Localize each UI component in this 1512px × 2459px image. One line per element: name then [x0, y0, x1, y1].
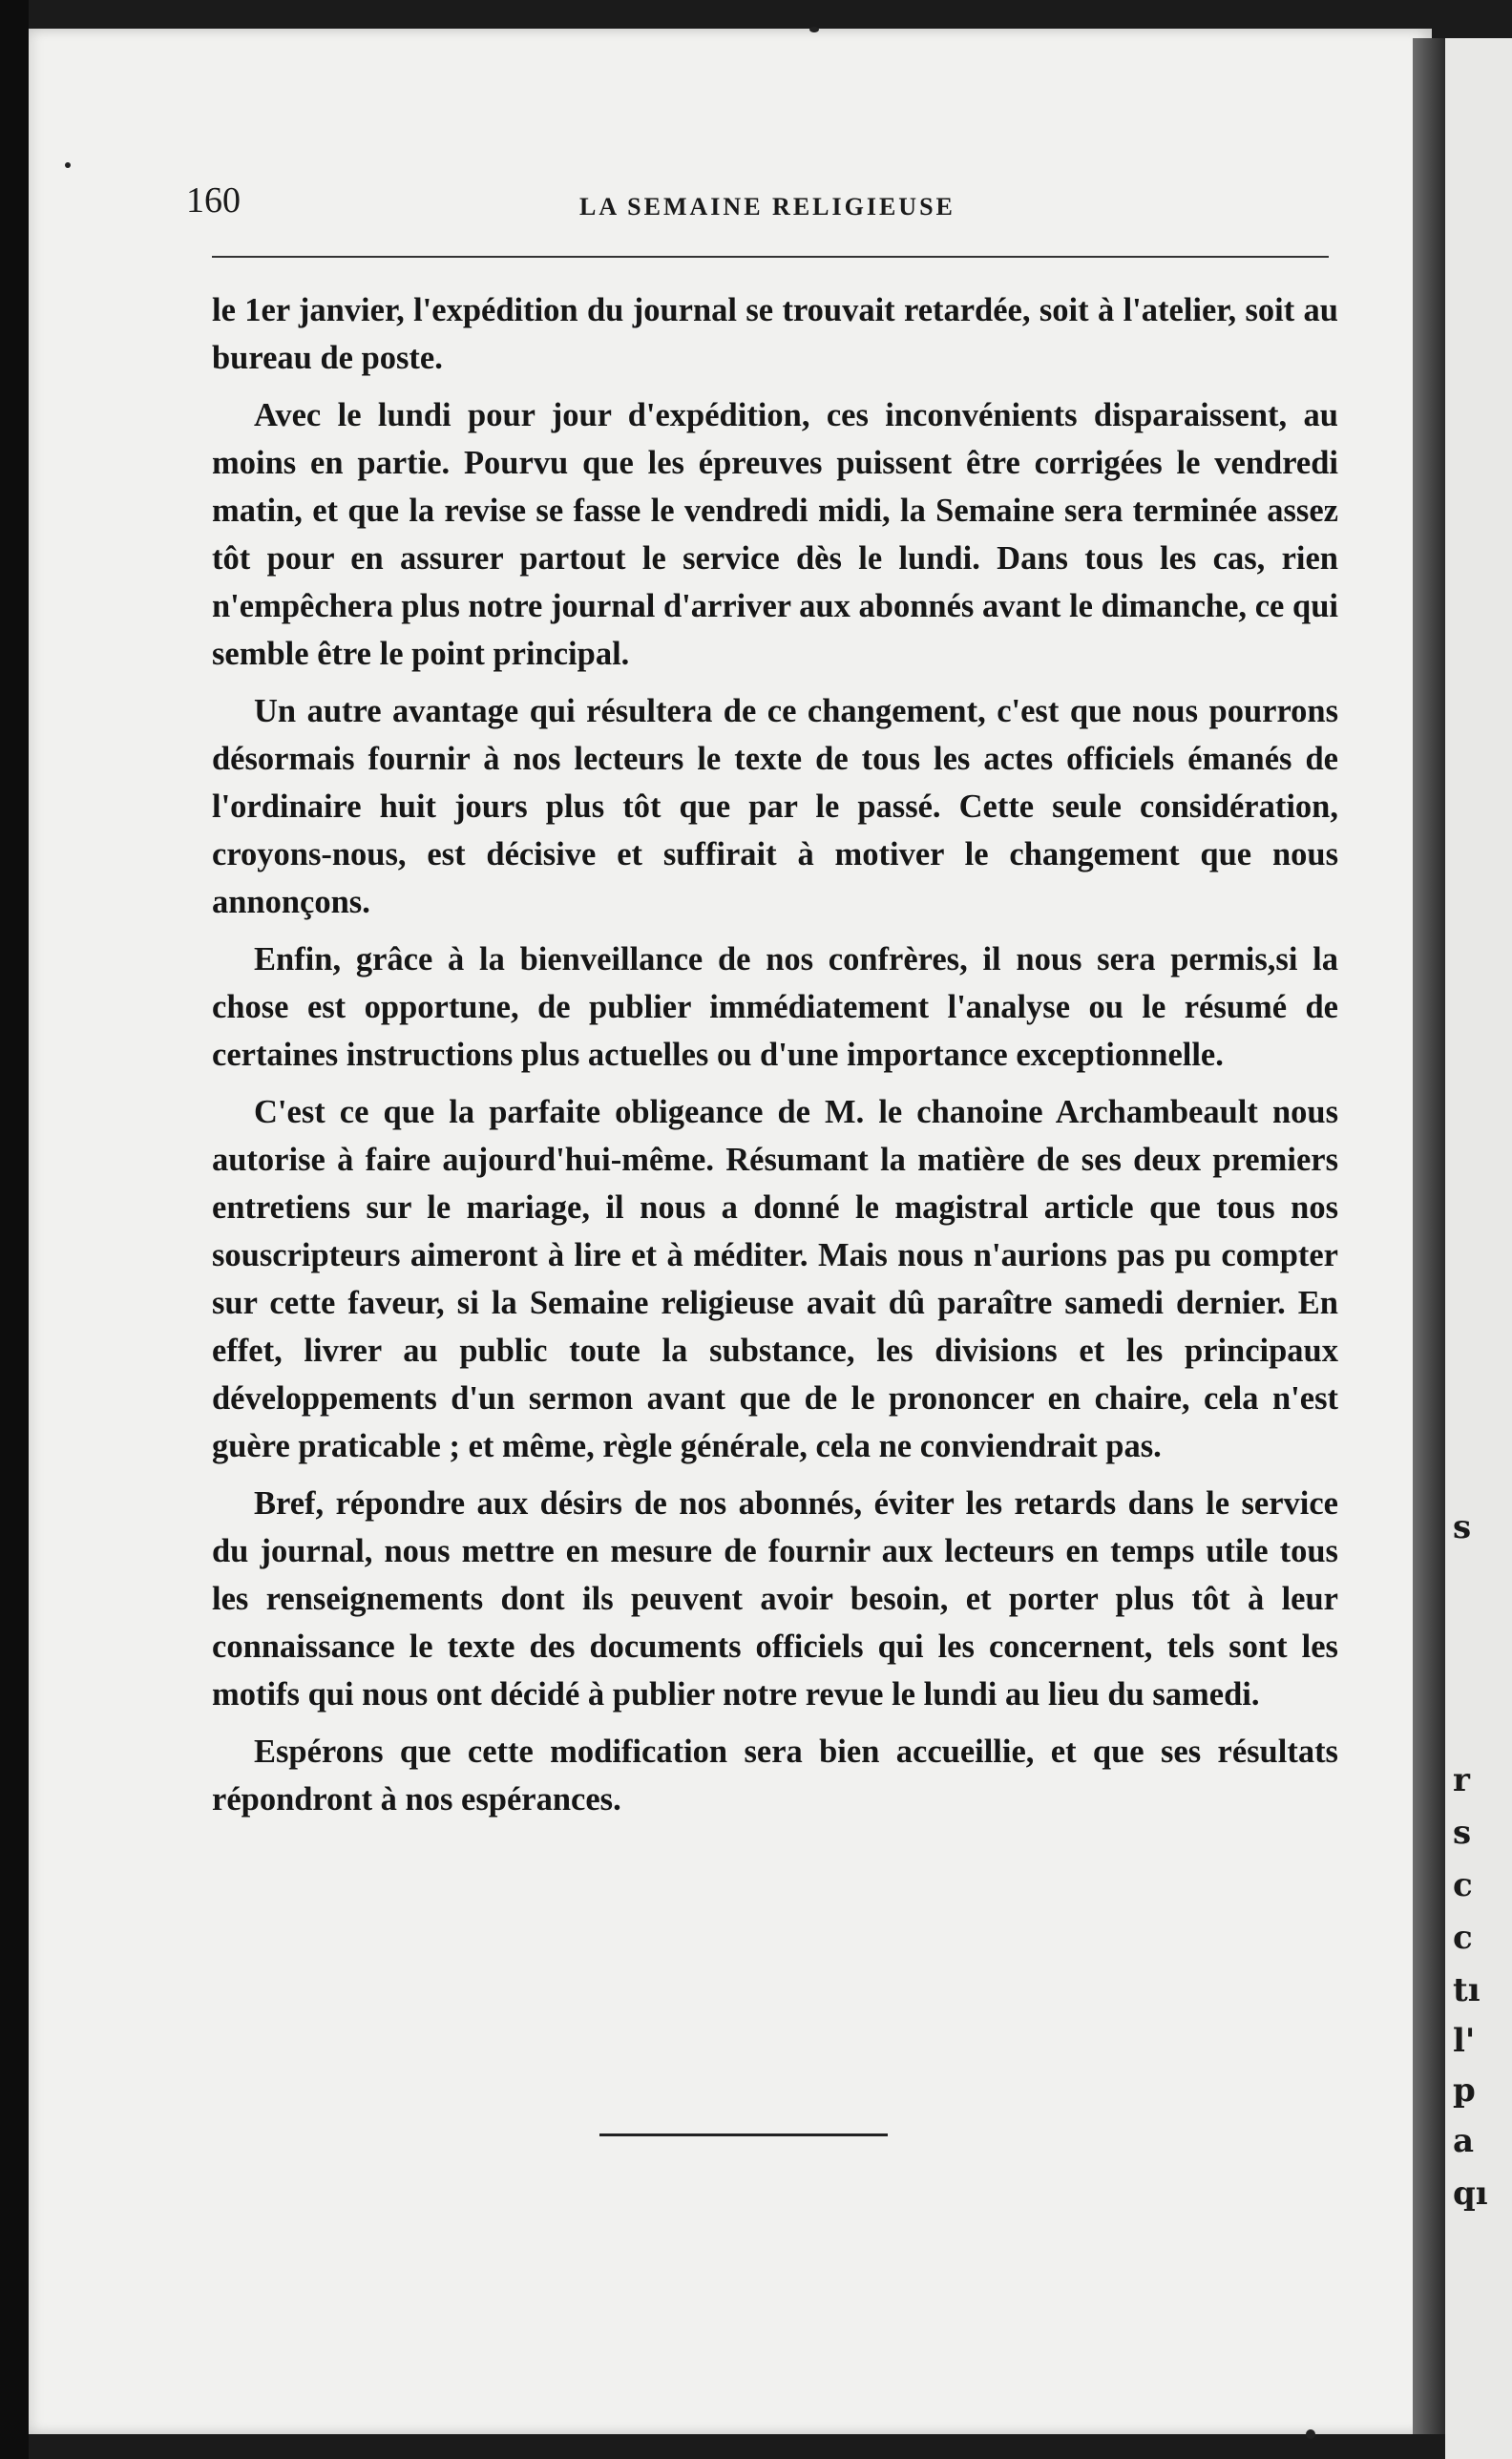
- scan-speck: [65, 162, 71, 168]
- scan-speck: [1306, 2429, 1315, 2439]
- film-edge: [0, 0, 29, 2459]
- facing-page-fragment: r: [1453, 1761, 1470, 1799]
- running-title: LA SEMAINE RELIGIEUSE: [579, 193, 956, 221]
- facing-page-fragment: qı: [1453, 2175, 1488, 2213]
- facing-page-fragment: l': [1453, 2022, 1476, 2060]
- article-body: [212, 286, 1338, 1833]
- facing-page-fragment: c: [1453, 1919, 1473, 1957]
- facing-page-fragment: c: [1453, 1866, 1473, 1904]
- facing-page-fragment: s: [1453, 1508, 1472, 1546]
- paragraph: C'est ce que la parfaite obligeance de M. le chanoine Archambeault nous autorise à faire aujourd'hui-même. Résumant la matière de ses deux premiers entretiens sur le mariage, il nous a donné le magistral article que tous nos souscripteurs aimeront à lire et à méditer. Mais nous n'aurions pas pu compter sur cette faveur, si la Semaine religieuse avait dû paraître samedi dernier. En effet, livrer au public toute la substance, les divisions et les principaux développements d'un sermon avant que de le prononcer en chaire, cela n'est guère praticable ; et même, règle générale, cela ne conviendrait pas.: [212, 1094, 1338, 1464]
- paragraph: Bref, répondre aux désirs de nos abonnés, éviter les retards dans le service du journal, nous mettre en mesure de fournir aux lecteurs en temps utile tous les renseignements dont ils peuvent avoir besoin, et porter plus tôt à leur connaissance le texte des documents officiels qui les concernent, tels sont les motifs qui nous ont décidé à publier notre revue le lundi au lieu du samedi.: [212, 1485, 1338, 1713]
- facing-page-fragment: a: [1453, 2122, 1475, 2160]
- facing-page-fragment: p: [1453, 2071, 1476, 2110]
- paragraph: Un autre avantage qui résultera de ce changement, c'est que nous pourrons désormais fournir à nos lecteurs le texte de tous les actes officiels émanés de l'ordinaire huit jours plus tôt que par le passé. Cette seule considération, croyons-nous, est décisive et suffirait à motiver le changement que nous annonçons.: [212, 693, 1338, 920]
- header-rule: [212, 256, 1329, 258]
- scan-speck: [809, 27, 819, 32]
- paragraph: Enfin, grâce à la bienveillance de nos confrères, il nous sera permis,si la chose est opportune, de publier immédiatement l'analyse ou le résumé de certaines instructions plus actuelles ou d'une importance exceptionnelle.: [212, 941, 1338, 1073]
- facing-page-edge: [1445, 38, 1512, 2459]
- paragraph: Espérons que cette modification sera bien accueillie, et que ses résultats répondront à nos espérances.: [212, 1734, 1338, 1818]
- page-number: 160: [186, 180, 241, 221]
- page-header: [186, 179, 1332, 237]
- facing-page-fragment: tı: [1453, 1971, 1480, 2009]
- paragraph: le 1er janvier, l'expédition du journal se trouvait retardée, soit à l'atelier, soit au bureau de poste.: [212, 292, 1338, 376]
- facing-page-fragment: s: [1453, 1814, 1472, 1852]
- paragraph: Avec le lundi pour jour d'expédition, ces inconvénients disparaissent, au moins en partie. Pourvu que les épreuves puissent être corrigées le vendredi matin, et que la revise se fasse le vendredi midi, la Semaine sera terminée assez tôt pour en assurer partout le service dès le lundi. Dans tous les cas, rien n'empêchera plus notre journal d'arriver aux abonnés avant le dimanche, ce qui semble être le point principal.: [212, 397, 1338, 672]
- closing-rule: [599, 2133, 888, 2136]
- gutter-shadow: [1413, 38, 1445, 2434]
